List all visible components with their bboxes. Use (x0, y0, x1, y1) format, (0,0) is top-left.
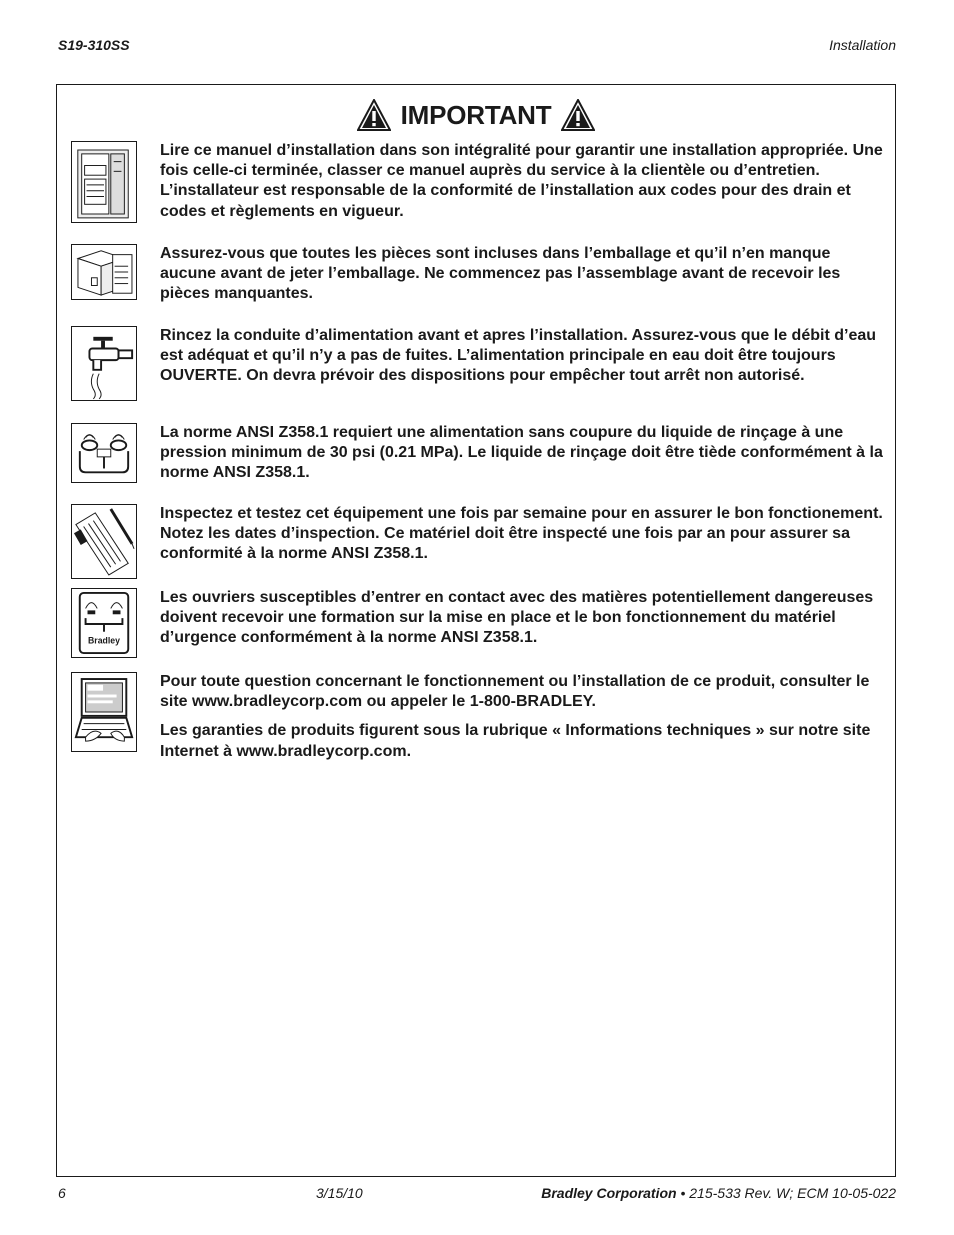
faucet-icon (71, 326, 137, 401)
paragraph: Pour toute question concernant le fonctionnement ou l’installation de ce produit, consulter le site www.bradleycorp.com ou appeler le 1-800-BRADLEY. (160, 673, 870, 711)
instruction-text (160, 588, 883, 649)
instruction-item (71, 588, 883, 658)
warning-triangle-icon (357, 99, 391, 131)
section-title: Installation (829, 37, 896, 53)
model-number: S19-310SS (58, 37, 130, 53)
paragraph: Lire ce manuel d’installation dans son intégralité pour garantir une installation appropriée. Une fois celle-ci terminée, classer ce manuel auprès du service à la clientèle ou d’entretien. L’installateur est responsable de la conformité de l’installation aux codes pour des drain et codes et règlements en vigueur. (160, 142, 883, 220)
important-title: IMPORTANT (400, 99, 552, 130)
instruction-text (160, 423, 883, 484)
instruction-item (71, 326, 883, 396)
instruction-item (71, 141, 883, 231)
paragraph: La norme ANSI Z358.1 requiert une alimentation sans coupure du liquide de rinçage à une pression minimum de 30 psi (0.21 MPa). Le liquide de rinçage doit être tiède conformément à la norme ANSI Z358.1. (160, 424, 883, 482)
instruction-item (71, 672, 883, 771)
document-reference (541, 1185, 896, 1201)
emergency-sign-icon (71, 588, 137, 658)
laptop-icon (71, 672, 137, 752)
instruction-text (160, 326, 883, 387)
instruction-text (160, 141, 883, 222)
instruction-text (160, 672, 883, 762)
paragraph: Les ouvriers susceptibles d’entrer en contact avec des matières potentiellement dangereuses doivent recevoir une formation sur la mise en place et le bon fonctionnement du matériel d’urgence conformément à la norme ANSI Z358.1. (160, 589, 874, 647)
paragraph: Inspectez et testez cet équipement une fois par semaine pour en assurer le bon fonctionement. Notez les dates d’inspection. Ce matériel doit être inspecté une fois par an pour assurer sa conformité à la norme ANSI Z358.1. (160, 505, 883, 563)
paragraph: Rincez la conduite d’alimentation avant et apres l’installation. Assurez-vous que le débit d’eau est adéquat et qu’il n’y a pas de fuites. L’alimentation principale en eau doit être toujours OUVERTE. On devra prévoir des dispositions pour empêcher tout arrêt non autorisé. (160, 327, 877, 385)
company-name: Bradley Corporation (541, 1185, 677, 1201)
sign-brand-logo: Bradley (88, 635, 120, 646)
eyewash-icon (71, 423, 137, 483)
page-number: 6 (58, 1185, 66, 1201)
instruction-text (160, 504, 883, 565)
doc-ref: • 215-533 Rev. W; ECM 10-05-022 (676, 1185, 896, 1201)
instruction-text (160, 244, 883, 305)
instruction-item (71, 244, 883, 314)
revision-date: 3/15/10 (316, 1185, 363, 1201)
manual-binder-icon (71, 141, 137, 223)
instruction-item (71, 504, 883, 574)
inspection-tag-icon (71, 504, 137, 579)
paragraph: Assurez-vous que toutes les pièces sont incluses dans l’emballage et qu’il n’en manque aucune avant de jeter l’emballage. Ne commencez pas l’assemblage avant de recevoir les pièces manquantes. (160, 245, 841, 303)
paragraph: Les garanties de produits figurent sous la rubrique « Informations techniques » sur notre site Internet à www.bradleycorp.com. (160, 722, 871, 760)
packing-box-icon (71, 244, 137, 300)
important-box (56, 84, 896, 1177)
warning-triangle-icon (561, 99, 595, 131)
instruction-item (71, 423, 883, 493)
important-heading (57, 99, 895, 131)
